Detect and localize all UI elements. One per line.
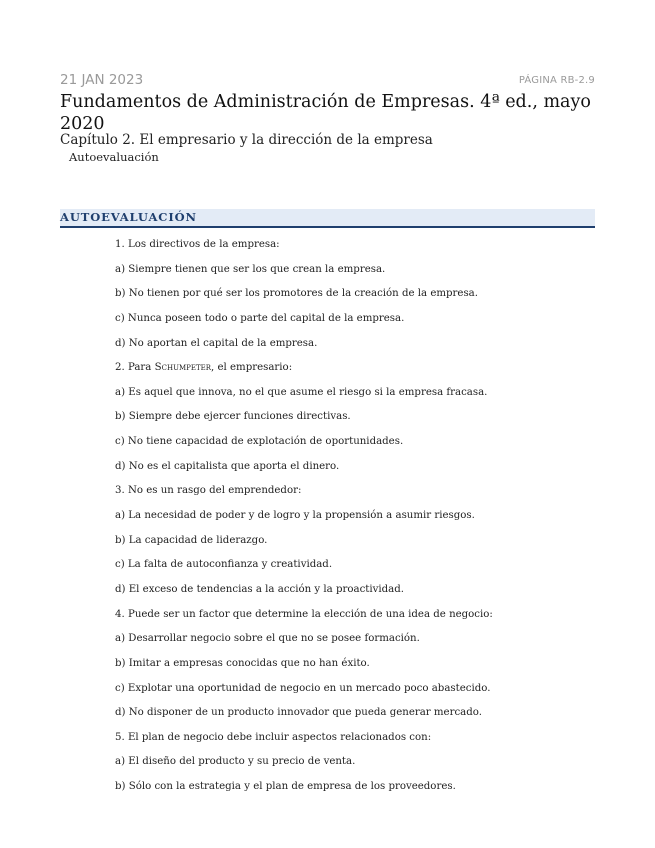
answer-option: d) No aportan el capital de la empresa.: [115, 337, 318, 349]
answer-option: b) La capacidad de liderazgo.: [115, 534, 268, 546]
question-stem: [115, 360, 585, 385]
question-stem-suffix: , el empresario:: [211, 362, 293, 374]
answer-option: d) No disponer de un producto innovador que pueda generar mercado.: [115, 707, 482, 719]
answer-option: a) El diseño del producto y su precio de venta.: [115, 756, 356, 768]
answer-option: a) Desarrollar negocio sobre el que no se posee formación.: [115, 633, 420, 645]
author-name: Schumpeter: [154, 362, 212, 374]
question-list: [115, 237, 585, 804]
question-stem: 5. El plan de negocio debe incluir aspectos relacionados con:: [115, 731, 432, 743]
answer-option: b) No tienen por qué ser los promotores de la creación de la empresa.: [115, 288, 478, 300]
answer-option: d) No es el capitalista que aporta el dinero.: [115, 460, 340, 472]
answer-option: c) Nunca poseen todo o parte del capital de la empresa.: [115, 312, 405, 324]
answer-option: b) Siempre debe ejercer funciones directivas.: [115, 411, 351, 423]
answer-option: a) Siempre tienen que ser los que crean la empresa.: [115, 263, 386, 275]
header-date: 21 JAN 2023: [60, 72, 144, 88]
answer-option: b) Imitar a empresas conocidas que no han éxito.: [115, 657, 370, 669]
answer-option: a) Es aquel que innova, no el que asume el riesgo si la empresa fracasa.: [115, 386, 488, 398]
question-stem: 3. No es un rasgo del emprendedor:: [115, 485, 302, 497]
page-meta-row: [60, 72, 595, 92]
chapter-title: Capítulo 2. El empresario y la dirección de la empresa: [60, 132, 433, 148]
section-label: Autoevaluación: [69, 150, 159, 164]
question-stem: 4. Puede ser un factor que determine la elección de una idea de negocio:: [115, 608, 493, 620]
section-heading: AUTOEVALUACIÓN: [60, 210, 197, 224]
answer-option: b) Sólo con la estrategia y el plan de empresa de los proveedores.: [115, 781, 456, 793]
page-number: PÁGINA RB-2.9: [518, 75, 595, 86]
answer-option: c) Explotar una oportunidad de negocio en un mercado poco abastecido.: [115, 682, 491, 694]
answer-option: a) La necesidad de poder y de logro y la propensión a asumir riesgos.: [115, 510, 475, 522]
answer-option: c) No tiene capacidad de explotación de oportunidades.: [115, 436, 404, 448]
answer-option: d) El exceso de tendencias a la acción y la proactividad.: [115, 583, 405, 595]
book-title: Fundamentos de Administración de Empresas. 4ª ed., mayo 2020: [60, 92, 591, 134]
section-heading-bar: [60, 209, 595, 228]
answer-option: c) La falta de autoconfianza y creatividad.: [115, 559, 333, 571]
question-stem: 1. Los directivos de la empresa:: [115, 239, 280, 250]
question-stem-prefix: 2. Para: [115, 362, 155, 374]
